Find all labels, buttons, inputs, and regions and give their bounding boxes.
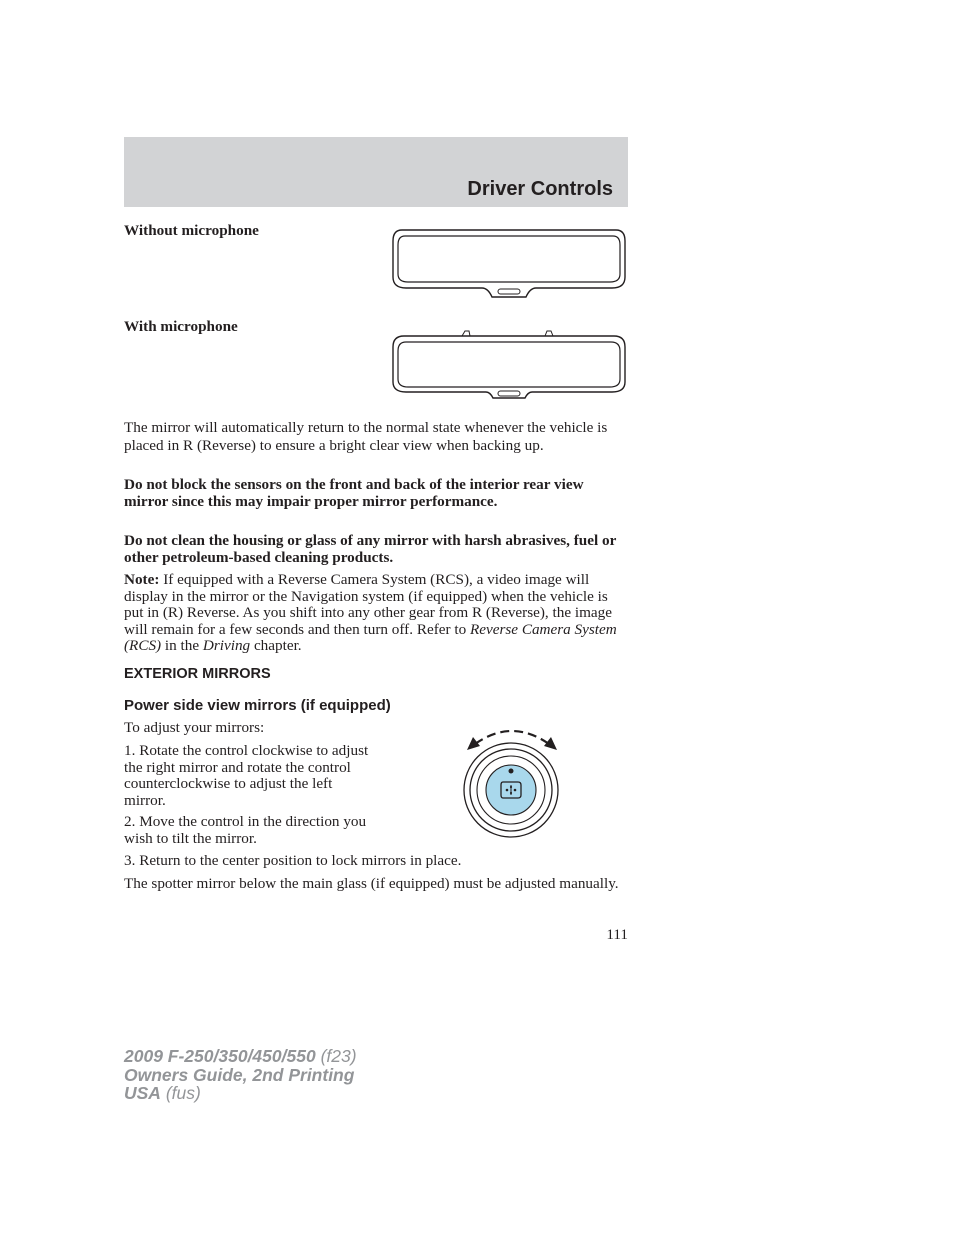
exterior-mirrors-heading: EXTERIOR MIRRORS bbox=[124, 666, 271, 682]
mirror-control-knob-icon bbox=[460, 724, 564, 838]
without-microphone-label: Without microphone bbox=[124, 222, 259, 239]
mirror-with-microphone-illustration bbox=[390, 328, 628, 400]
sensor-warning: Do not block the sensors on the front and back of the interior rear view mirror since this may impair proper mirror performance. bbox=[124, 476, 584, 510]
note-text-1: If equipped with a Reverse Camera System (RCS), a video image will display in the mirror or the Navigation system (if equipped) when the vehicle is put in (R) Reverse. As you shift into any other gear from R (Reverse), the image will remain for a few seconds and then turn off. Refer to bbox=[124, 571, 612, 638]
footer-market: USA bbox=[124, 1083, 161, 1103]
auto-return-paragraph: The mirror will automatically return to the normal state whenever the vehicle is placed in R (Reverse) to ensure a bright clear view when backing up. bbox=[124, 419, 608, 454]
footer-line-2: Owners Guide, 2nd Printing bbox=[124, 1064, 355, 1085]
header-band bbox=[124, 137, 628, 207]
adjust-intro: To adjust your mirrors: bbox=[124, 719, 265, 736]
page-number: 111 bbox=[606, 926, 628, 943]
footer-model-code: (f23) bbox=[315, 1046, 357, 1066]
note-text-2: in the bbox=[161, 637, 203, 654]
microphone-left bbox=[462, 331, 470, 336]
power-mirrors-heading: Power side view mirrors (if equipped) bbox=[124, 697, 391, 714]
step-3: 3. Return to the center position to lock mirrors in place. bbox=[124, 852, 462, 869]
microphone-right bbox=[545, 331, 553, 336]
footer-model: 2009 F-250/350/450/550 bbox=[124, 1046, 316, 1066]
cleaning-warning: Do not clean the housing or glass of any mirror with harsh abrasives, fuel or other petroleum-based cleaning products. bbox=[124, 532, 617, 566]
step-1: 1. Rotate the control clockwise to adjust the right mirror and rotate the control counterclockwise to adjust the left mirror. bbox=[124, 742, 369, 809]
note-paragraph bbox=[124, 572, 630, 655]
footer bbox=[124, 1047, 357, 1103]
note-italic-1: Reverse Camera System (RCS) bbox=[124, 620, 617, 654]
spotter-mirror-note: The spotter mirror below the main glass (if equipped) must be adjusted manually. bbox=[124, 875, 619, 892]
note-text-3: chapter. bbox=[250, 637, 302, 654]
footer-market-code: (fus) bbox=[160, 1083, 201, 1103]
note-label: Note: bbox=[124, 571, 160, 588]
note-italic-2: Driving bbox=[202, 637, 251, 654]
step-2: 2. Move the control in the direction you wish to tilt the mirror. bbox=[124, 813, 367, 847]
with-microphone-label: With microphone bbox=[124, 318, 238, 335]
footer-line-1 bbox=[124, 1047, 357, 1066]
section-title: Driver Controls bbox=[467, 178, 613, 200]
mirror-without-microphone-illustration bbox=[390, 227, 628, 301]
footer-line-3 bbox=[124, 1084, 357, 1103]
